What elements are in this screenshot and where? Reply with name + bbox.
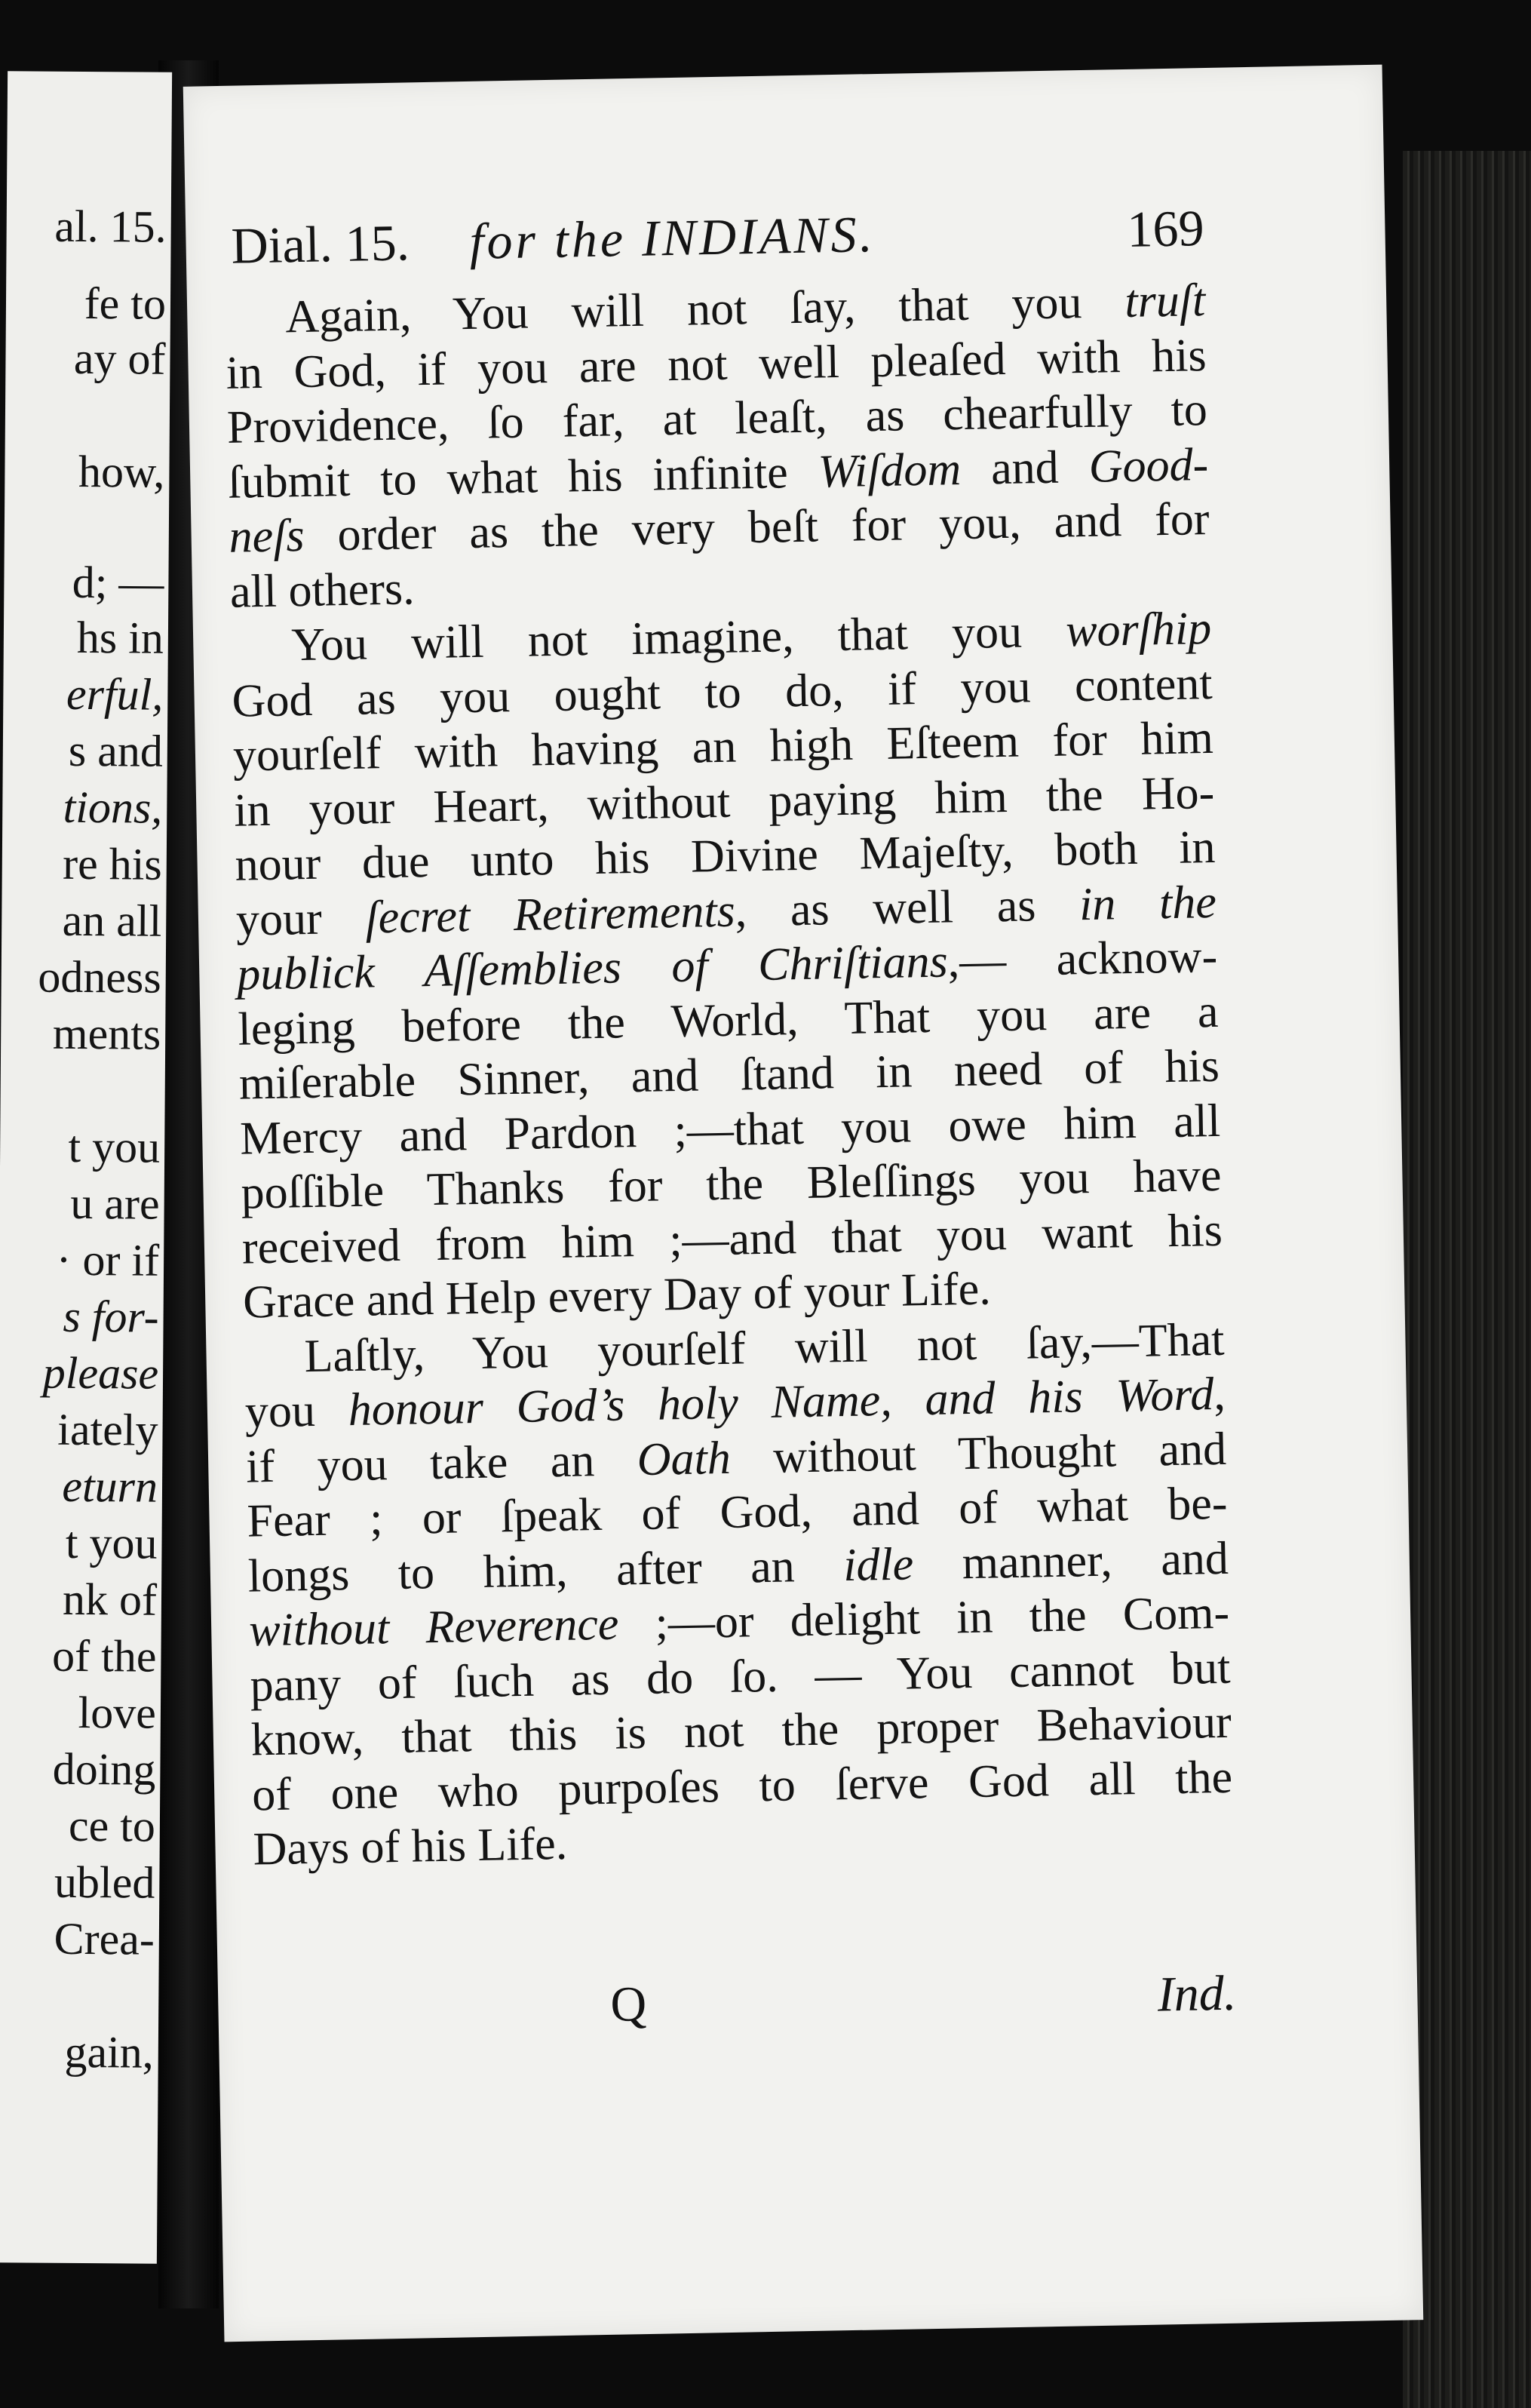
page-number: 169: [1126, 199, 1205, 258]
facing-page-line: u are: [70, 1178, 160, 1229]
text-line: longs to him, after an idle manner, and: [247, 1532, 1229, 1602]
text-line: leging before the World, That you are a: [238, 985, 1220, 1055]
facing-page-line: fe to: [84, 278, 167, 329]
facing-page-line: d; —: [72, 557, 164, 608]
text-line: in your Heart, without paying him the Ho-: [233, 766, 1215, 837]
text-line: You will not imagine, that you worſhip: [290, 602, 1212, 671]
facing-page-line: hs in: [76, 612, 164, 663]
facing-page-line: iately: [57, 1404, 158, 1455]
text-line: received from him ;—and that you want his: [241, 1204, 1223, 1274]
facing-page-line: · or if: [56, 1234, 160, 1285]
text-line: poſſible Thanks for the Bleſſings you have: [241, 1149, 1223, 1219]
facing-page-fragment: [0, 71, 172, 2263]
facing-page-line: s for-: [63, 1291, 159, 1342]
text-line: miſerable Sinner, and ſtand in need of his: [238, 1040, 1220, 1110]
text-line: Providence, ſo far, at leaſt, as chearfully to: [226, 384, 1208, 453]
facing-page-line: Crea-: [54, 1913, 155, 1964]
facing-page-line: tions,: [63, 782, 163, 833]
book-edge: [1403, 151, 1531, 2408]
text-line: God as you ought to do, if you content: [232, 657, 1213, 727]
text-line: Again, You will not ſay, that you truſt: [284, 275, 1206, 343]
text-line: publick Aſſemblies of Chriſtians,— acknow-: [236, 930, 1218, 1000]
text-line: neſs order as the very beſt for you, and for: [229, 493, 1210, 563]
facing-page-line: t you: [68, 1121, 161, 1172]
facing-page-line: al. 15.: [54, 201, 167, 252]
facing-page-line: eturn: [62, 1460, 158, 1512]
facing-page-line: gain,: [64, 2026, 155, 2078]
text-line: of one who purpoſes to ſerve God all the: [251, 1751, 1233, 1821]
facing-page-line: how,: [78, 446, 165, 497]
facing-page-line: odness: [38, 951, 161, 1003]
facing-page-line: nk of: [62, 1574, 158, 1625]
text-line: in God, if you are not well pleaſed with his: [226, 329, 1207, 399]
text-line: your ſecret Retirements, as well as in the: [235, 876, 1217, 946]
text-line: Fear ; or ſpeak of God, and of what be-: [246, 1477, 1229, 1547]
signature-mark: Q: [609, 1976, 647, 2032]
text-line: Grace and Help every Day of your Life.: [242, 1263, 992, 1328]
text-line: you honour God’s holy Name, and his Word,: [244, 1368, 1226, 1438]
facing-page-line: ubled: [54, 1857, 155, 1908]
text-line: know, that this is not the proper Behaviour: [250, 1696, 1232, 1766]
text-line: all others.: [229, 562, 416, 618]
text-line: yourſelf with having an high Eſteem for him: [232, 711, 1214, 782]
facing-page-line: please: [42, 1347, 159, 1399]
catchword: Ind.: [1157, 1965, 1237, 2023]
facing-page-line: an all: [62, 895, 162, 946]
facing-page-line: ments: [52, 1008, 161, 1059]
facing-page-line: erful,: [66, 668, 164, 720]
text-line: Laſtly, You yourſelf will not ſay,—That: [303, 1313, 1226, 1382]
text-line: if you take an Oath without Thought and: [245, 1423, 1227, 1493]
text-line: pany of ſuch as do ſo. — You cannot but: [249, 1642, 1231, 1712]
facing-page-line: s and: [68, 725, 164, 776]
running-title: for the INDIANS.: [468, 205, 876, 270]
book-page: [183, 65, 1424, 2342]
body-text: [225, 273, 1234, 1877]
facing-page-line: t you: [65, 1517, 158, 1568]
facing-page-line: doing: [52, 1743, 156, 1795]
facing-page-line: re his: [62, 838, 163, 889]
text-line: without Reverence ;—or delight in the Com-: [248, 1586, 1230, 1657]
text-line: ſubmit to what his infinite Wiſdom and Good-: [227, 438, 1209, 508]
text-line: Mercy and Pardon ;—that you owe him all: [239, 1095, 1221, 1165]
facing-page-line: of the: [51, 1630, 157, 1682]
text-line: nour due unto his Divine Majeſty, both in: [235, 821, 1217, 891]
page-footer: [256, 1965, 1237, 2044]
facing-page-line: ay of: [73, 333, 166, 384]
facing-page-line: ce to: [68, 1800, 156, 1851]
text-line: Days of his Life.: [252, 1817, 568, 1875]
facing-page-line: love: [78, 1687, 157, 1738]
dialogue-number: Dial. 15.: [230, 213, 410, 275]
